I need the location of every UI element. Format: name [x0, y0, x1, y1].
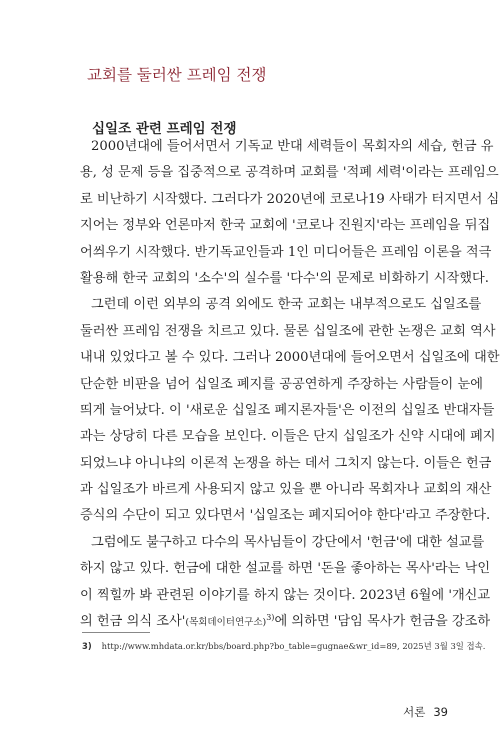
body-line: 하지 않고 있다. 헌금에 대한 설교를 하면 '돈을 좋아하는 목사'라는 낙인 [80, 561, 491, 577]
line-text: 에 의하면 '담임 목사가 헌금을 강조하 [274, 614, 491, 630]
footnote-divider [82, 632, 150, 633]
body-line: 지어는 정부와 언론마저 한국 교회에 '코로나 진원지'라는 프레임을 뒤집 [80, 218, 491, 234]
body-line: 2000년대에 들어서면서 기독교 반대 세력들이 목회자의 세습, 헌금 유 [91, 139, 494, 154]
body-line: 과 십일조가 바르게 사용되지 않고 있을 뿐 아니라 목회자나 교회의 재산 [80, 482, 492, 498]
footnote-ref: 3) [266, 613, 275, 623]
body-line: 활용해 한국 교회의 '소수'의 실수를 '다수'의 문제로 비화하기 시작했다. [80, 270, 489, 286]
body-line: 띄게 늘어났다. 이 '새로운 십일조 폐지론자들'은 이전의 십일조 반대자들 [80, 402, 495, 418]
body-line: 내내 있었다고 볼 수 있다. 그러나 2000년대에 들어오면서 십일조에 대한 [80, 350, 500, 366]
body-line: 어씌우기 시작했다. 반기독교인들과 1인 미디어들은 프레임 이론을 적극 [80, 244, 492, 260]
body-text [80, 134, 500, 635]
body-line: 증식의 수단이 되고 있다면서 '십일조는 폐지되어야 한다'라고 주장한다. [80, 508, 491, 524]
chapter-title: 교회를 둘러싼 프레임 전쟁 [87, 66, 267, 84]
source-note: (목회데이터연구소) [185, 617, 267, 629]
page-footer [403, 704, 448, 720]
body-line: 되었느냐 아니냐의 이론적 논쟁을 하는 데서 그치지 않는다. 이들은 헌금 [80, 455, 492, 471]
footnote [82, 640, 485, 652]
body-line: 단순한 비판을 넘어 십일조 폐지를 공공연하게 주장하는 사람들이 눈에 [80, 376, 483, 392]
body-line: 용, 성 문제 등을 집중적으로 공격하며 교회를 '적폐 세력'이라는 프레임으 [80, 165, 499, 181]
body-line: 그런데 이런 외부의 공격 외에도 한국 교회는 내부적으로도 십일조를 [91, 297, 482, 313]
footnote-text: http://www.mhdata.or.kr/bbs/board.php?bo_table=gugnae&wr_id=89, 2025년 3월 3일 접속. [101, 641, 486, 651]
body-line: 이 찍힐까 봐 관련된 이야기를 하지 않는 것이다. 2023년 6월에 '개신교 [80, 587, 491, 603]
running-section: 서론 [403, 705, 426, 719]
body-line: 그럼에도 불구하고 다수의 목사님들이 강단에서 '헌금'에 대한 설교를 [91, 534, 485, 550]
line-text: 의 헌금 의식 조사' [80, 614, 186, 630]
page-number: 39 [433, 705, 448, 719]
body-line: 둘러싼 프레임 전쟁을 치르고 있다. 물론 십일조에 관한 논쟁은 교회 역사 [80, 323, 496, 339]
body-line: 로 비난하기 시작했다. 그러다가 2020년에 코로나19 사태가 터지면서 심 [80, 191, 500, 207]
footnote-number: 3) [82, 641, 92, 651]
section-heading: 십일조 관련 프레임 전쟁 [92, 121, 237, 137]
body-line: 과는 상당히 다른 모습을 보인다. 이들은 단지 십일조가 신약 시대에 폐지 [80, 429, 496, 445]
